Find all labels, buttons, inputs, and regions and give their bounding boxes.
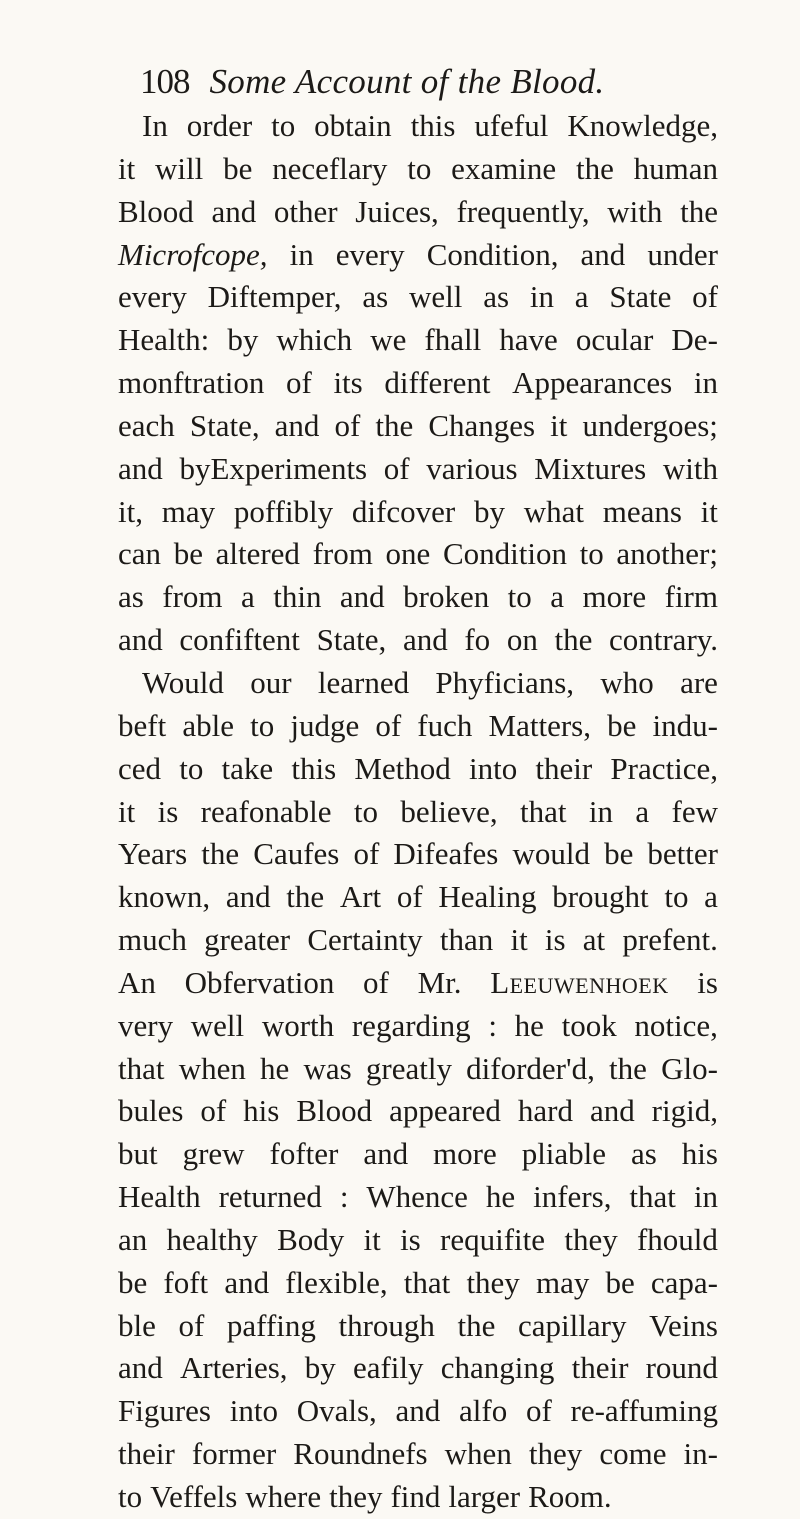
- word: in-: [683, 1436, 718, 1472]
- word: by: [304, 1350, 336, 1386]
- text-line: [118, 276, 718, 319]
- word: they: [466, 1264, 520, 1300]
- word: than: [439, 922, 494, 958]
- text-line: [118, 919, 718, 962]
- word: to: [507, 579, 532, 615]
- word: which: [276, 322, 353, 358]
- word: be: [173, 536, 203, 572]
- word: a: [574, 279, 589, 315]
- word: is: [400, 1221, 421, 1257]
- word: undergoes;: [582, 407, 718, 443]
- word: Knowledge,: [567, 108, 718, 143]
- text-line: [118, 448, 718, 491]
- word: that: [629, 1179, 676, 1215]
- word: and: [225, 879, 271, 915]
- word: they: [564, 1221, 618, 1257]
- word: Appearances: [512, 365, 673, 401]
- word: of: [363, 964, 389, 1000]
- text-line: [118, 362, 718, 405]
- text-line: [118, 1347, 718, 1390]
- word: rigid,: [651, 1093, 718, 1129]
- word: fuch: [417, 707, 473, 743]
- word: fo: [464, 622, 491, 658]
- word: the: [680, 193, 718, 229]
- word: the: [375, 407, 414, 443]
- word: changing: [440, 1350, 555, 1386]
- text-line: [118, 105, 718, 148]
- word: find: [390, 1479, 441, 1514]
- word: of: [178, 1307, 205, 1343]
- word: be: [607, 707, 637, 743]
- word: Caufes: [253, 836, 340, 872]
- word: bules: [118, 1093, 184, 1129]
- word: byExperiments: [179, 450, 368, 486]
- word: be: [223, 150, 253, 186]
- word: :: [339, 1179, 349, 1215]
- word: into: [468, 750, 518, 786]
- word: Leeuwenhoek: [490, 964, 669, 1000]
- word: this: [410, 108, 456, 143]
- text-line: [118, 533, 718, 576]
- word: State,: [189, 407, 260, 443]
- word: another;: [616, 536, 718, 572]
- word: capa-: [650, 1264, 718, 1300]
- word: Arteries,: [179, 1350, 288, 1386]
- word: in: [693, 365, 718, 401]
- word: come: [599, 1436, 667, 1472]
- word: contrary.: [608, 622, 718, 658]
- word: of: [375, 707, 402, 743]
- word: under: [647, 236, 718, 272]
- word: to: [353, 793, 378, 829]
- word: and: [224, 1264, 270, 1300]
- word: he: [514, 1007, 544, 1043]
- word: frequently,: [456, 193, 590, 229]
- word: would: [512, 836, 590, 872]
- word: Practice,: [610, 750, 718, 786]
- word: Method: [354, 750, 451, 786]
- word: known,: [118, 879, 211, 915]
- word: difcover: [351, 493, 456, 529]
- text-line: [118, 1476, 718, 1519]
- word: Microfcope,: [118, 236, 268, 272]
- word: more: [582, 579, 647, 615]
- running-head: [140, 62, 700, 102]
- text-line: [118, 491, 718, 534]
- word: Juices,: [355, 193, 439, 229]
- word: Years: [118, 836, 188, 872]
- word: with: [607, 193, 663, 229]
- word: Diftemper,: [207, 279, 342, 315]
- word: requifite: [440, 1221, 546, 1257]
- word: Phyficians,: [435, 664, 575, 700]
- word: An: [118, 964, 156, 1000]
- word: the: [457, 1307, 496, 1343]
- word: human: [633, 150, 718, 186]
- word: to: [271, 108, 296, 143]
- word: Healing: [438, 879, 537, 915]
- word: he: [260, 1050, 290, 1086]
- word: regarding: [351, 1007, 471, 1043]
- word: be: [604, 836, 634, 872]
- word: and: [363, 1136, 409, 1172]
- word: of: [285, 365, 312, 401]
- word: more: [433, 1136, 497, 1172]
- word: of: [353, 836, 380, 872]
- word: learned: [317, 664, 410, 700]
- word: ufeful: [474, 108, 549, 143]
- word: believe,: [400, 793, 498, 829]
- text-line: [118, 1090, 718, 1133]
- word: Condition,: [426, 236, 559, 272]
- word: where: [245, 1479, 322, 1514]
- text-line: [118, 1133, 718, 1176]
- word: former: [191, 1436, 277, 1472]
- word: as: [118, 579, 144, 615]
- word: an: [118, 1221, 148, 1257]
- word: the: [286, 879, 325, 915]
- word: Roundnefs: [293, 1436, 428, 1472]
- word: in: [588, 793, 613, 829]
- word: is: [697, 964, 718, 1000]
- word: Changes: [428, 407, 536, 443]
- word: Whence: [366, 1179, 468, 1215]
- word: Would: [142, 664, 224, 700]
- text-line: [118, 1176, 718, 1219]
- word: fofter: [269, 1136, 339, 1172]
- word: in: [289, 236, 314, 272]
- word: it,: [118, 493, 143, 529]
- word: neceflary: [272, 150, 388, 186]
- word: Mixtures: [534, 450, 647, 486]
- word: they: [329, 1479, 383, 1514]
- text-line: [118, 705, 718, 748]
- word: we: [370, 322, 407, 358]
- word: is: [544, 922, 566, 958]
- word: paffing: [226, 1307, 316, 1343]
- word: be: [605, 1264, 635, 1300]
- word: worth: [261, 1007, 335, 1043]
- word: in: [693, 1179, 718, 1215]
- word: and: [118, 622, 163, 658]
- text-line: [118, 962, 718, 1005]
- word: Difeafes: [393, 836, 499, 872]
- word: other: [273, 193, 338, 229]
- word: Mr.: [417, 964, 462, 1000]
- word: in: [529, 279, 554, 315]
- word: a: [635, 793, 650, 829]
- word: a: [704, 879, 718, 915]
- word: of: [200, 1093, 227, 1129]
- word: that: [519, 793, 567, 829]
- word: who: [600, 664, 654, 700]
- word: when: [444, 1436, 512, 1472]
- word: few: [671, 793, 718, 829]
- word: appeared: [389, 1093, 501, 1129]
- word: into: [229, 1393, 278, 1429]
- text-line: [118, 319, 718, 362]
- word: able: [182, 707, 234, 743]
- word: thin: [273, 579, 322, 615]
- text-line: [118, 148, 718, 191]
- word: firm: [664, 579, 718, 615]
- word: obtain: [314, 108, 392, 143]
- word: his: [243, 1093, 280, 1129]
- text-line: [118, 1433, 718, 1476]
- word: that: [403, 1264, 451, 1300]
- word: and: [211, 193, 257, 229]
- text-line: [118, 619, 718, 662]
- word: Glo-: [661, 1050, 718, 1086]
- word: it: [550, 407, 568, 443]
- word: took: [561, 1007, 617, 1043]
- word: they: [528, 1436, 583, 1472]
- word: the: [201, 836, 240, 872]
- word: are: [680, 664, 718, 700]
- word: when: [178, 1050, 246, 1086]
- word: prefent.: [622, 922, 718, 958]
- word: Room.: [528, 1479, 612, 1514]
- word: notice,: [634, 1007, 718, 1043]
- word: Health:: [118, 322, 210, 358]
- word: brought: [552, 879, 649, 915]
- word: and: [402, 622, 448, 658]
- word: will: [155, 150, 204, 186]
- word: and: [118, 1350, 163, 1386]
- word: to: [579, 536, 604, 572]
- body-text: [118, 105, 718, 1519]
- word: altered: [215, 536, 300, 572]
- word: foft: [163, 1264, 209, 1300]
- word: their: [571, 1350, 629, 1386]
- text-line: [118, 662, 718, 705]
- text-line: [118, 1048, 718, 1091]
- word: grew: [182, 1136, 245, 1172]
- word: each: [118, 407, 175, 443]
- word: at: [582, 922, 606, 958]
- word: Matters,: [488, 707, 591, 743]
- word: Art: [339, 879, 382, 915]
- word: reafonable: [200, 793, 332, 829]
- word: flexible,: [285, 1264, 388, 1300]
- word: order: [186, 108, 253, 143]
- word: ble: [118, 1307, 156, 1343]
- word: may: [161, 493, 216, 529]
- word: as: [631, 1136, 657, 1172]
- text-line: [118, 876, 718, 919]
- word: is: [157, 793, 179, 829]
- word: was: [303, 1050, 352, 1086]
- word: it: [363, 1221, 381, 1257]
- word: the: [554, 622, 593, 658]
- word: judge: [290, 707, 360, 743]
- word: of: [396, 879, 423, 915]
- word: be: [118, 1264, 148, 1300]
- word: and: [118, 450, 163, 486]
- word: fhould: [636, 1221, 718, 1257]
- word: by: [227, 322, 259, 358]
- word: Obfervation: [184, 964, 335, 1000]
- word: eafily: [352, 1350, 424, 1386]
- word: poffibly: [233, 493, 334, 529]
- word: one: [385, 536, 431, 572]
- word: as: [483, 279, 510, 315]
- word: their: [535, 750, 593, 786]
- text-line: [118, 1262, 718, 1305]
- text-line: [118, 576, 718, 619]
- word: as: [362, 279, 389, 315]
- word: Ovals,: [296, 1393, 377, 1429]
- text-line: [118, 1219, 718, 1262]
- word: and: [589, 1093, 635, 1129]
- text-line: [118, 191, 718, 234]
- word: broken: [403, 579, 490, 615]
- word: he: [485, 1179, 516, 1215]
- word: can: [118, 536, 162, 572]
- word: Health: [118, 1179, 201, 1215]
- word: Certainty: [307, 922, 423, 958]
- word: De-: [671, 322, 718, 358]
- word: to: [407, 150, 432, 186]
- word: beft: [118, 707, 167, 743]
- word: it: [118, 150, 136, 186]
- word: and: [395, 1393, 441, 1429]
- word: this: [291, 750, 337, 786]
- word: much: [118, 922, 187, 958]
- word: of: [525, 1393, 552, 1429]
- word: In: [142, 108, 168, 143]
- word: diforder'd,: [466, 1050, 595, 1086]
- word: greater: [204, 922, 291, 958]
- page-number: 108: [140, 62, 190, 101]
- word: Blood: [118, 193, 194, 229]
- word: greatly: [365, 1050, 452, 1086]
- word: Body: [277, 1221, 345, 1257]
- word: and: [339, 579, 385, 615]
- word: a: [550, 579, 565, 615]
- word: very: [118, 1007, 174, 1043]
- word: hard: [517, 1093, 573, 1129]
- word: re-affuming: [570, 1393, 718, 1429]
- word: returned: [218, 1179, 322, 1215]
- word: to: [664, 879, 689, 915]
- word: from: [162, 579, 223, 615]
- word: its: [333, 365, 363, 401]
- word: have: [499, 322, 558, 358]
- word: it: [510, 922, 528, 958]
- word: may: [535, 1264, 590, 1300]
- word: of: [334, 407, 361, 443]
- word: on: [506, 622, 538, 658]
- word: and: [274, 407, 320, 443]
- word: Condition: [442, 536, 567, 572]
- word: to: [250, 707, 275, 743]
- text-line: [118, 234, 718, 277]
- text-line: [118, 791, 718, 834]
- word: means: [602, 493, 682, 529]
- word: different: [384, 365, 491, 401]
- word: monftration: [118, 365, 265, 401]
- word: every: [335, 236, 405, 272]
- word: of: [692, 279, 718, 315]
- word: with: [662, 450, 718, 486]
- text-line: [118, 833, 718, 876]
- word: take: [221, 750, 274, 786]
- word: indu-: [652, 707, 718, 743]
- word: alfo: [459, 1393, 508, 1429]
- word: ced: [118, 750, 162, 786]
- word: to: [118, 1479, 143, 1514]
- word: healthy: [166, 1221, 258, 1257]
- word: well: [409, 279, 463, 315]
- word: the: [609, 1050, 647, 1086]
- word: and: [580, 236, 626, 272]
- word: Blood: [296, 1093, 373, 1129]
- word: to: [179, 750, 204, 786]
- text-line: [118, 1305, 718, 1348]
- word: ocular: [575, 322, 654, 358]
- word: of: [383, 450, 410, 486]
- word: round: [645, 1350, 718, 1386]
- text-line: [118, 748, 718, 791]
- word: :: [488, 1007, 497, 1043]
- word: fhall: [424, 322, 482, 358]
- word: their: [118, 1436, 175, 1472]
- word: our: [250, 664, 292, 700]
- text-line: [118, 1390, 718, 1433]
- text-line: [118, 1005, 718, 1048]
- word: the: [575, 150, 614, 186]
- word: infers,: [533, 1179, 612, 1215]
- word: Veins: [649, 1307, 718, 1343]
- word: examine: [451, 150, 557, 186]
- word: confiftent: [179, 622, 300, 658]
- word: larger: [448, 1479, 521, 1514]
- word: from: [312, 536, 373, 572]
- word: every: [118, 279, 187, 315]
- word: various: [426, 450, 518, 486]
- text-line: [118, 405, 718, 448]
- word: better: [647, 836, 718, 872]
- word: State,: [316, 622, 387, 658]
- word: it: [118, 793, 136, 829]
- running-title: Some Account of the Blood.: [209, 62, 605, 101]
- word: by: [473, 493, 505, 529]
- word: it: [700, 493, 718, 529]
- word: capillary: [518, 1307, 627, 1343]
- word: Figures: [118, 1393, 211, 1429]
- word: his: [681, 1136, 718, 1172]
- word: through: [338, 1307, 435, 1343]
- word: that: [118, 1050, 165, 1086]
- word: well: [190, 1007, 245, 1043]
- word: State: [609, 279, 672, 315]
- word: a: [241, 579, 255, 615]
- word: but: [118, 1136, 158, 1172]
- word: Veffels: [150, 1479, 238, 1514]
- word: pliable: [521, 1136, 607, 1172]
- word: what: [523, 493, 584, 529]
